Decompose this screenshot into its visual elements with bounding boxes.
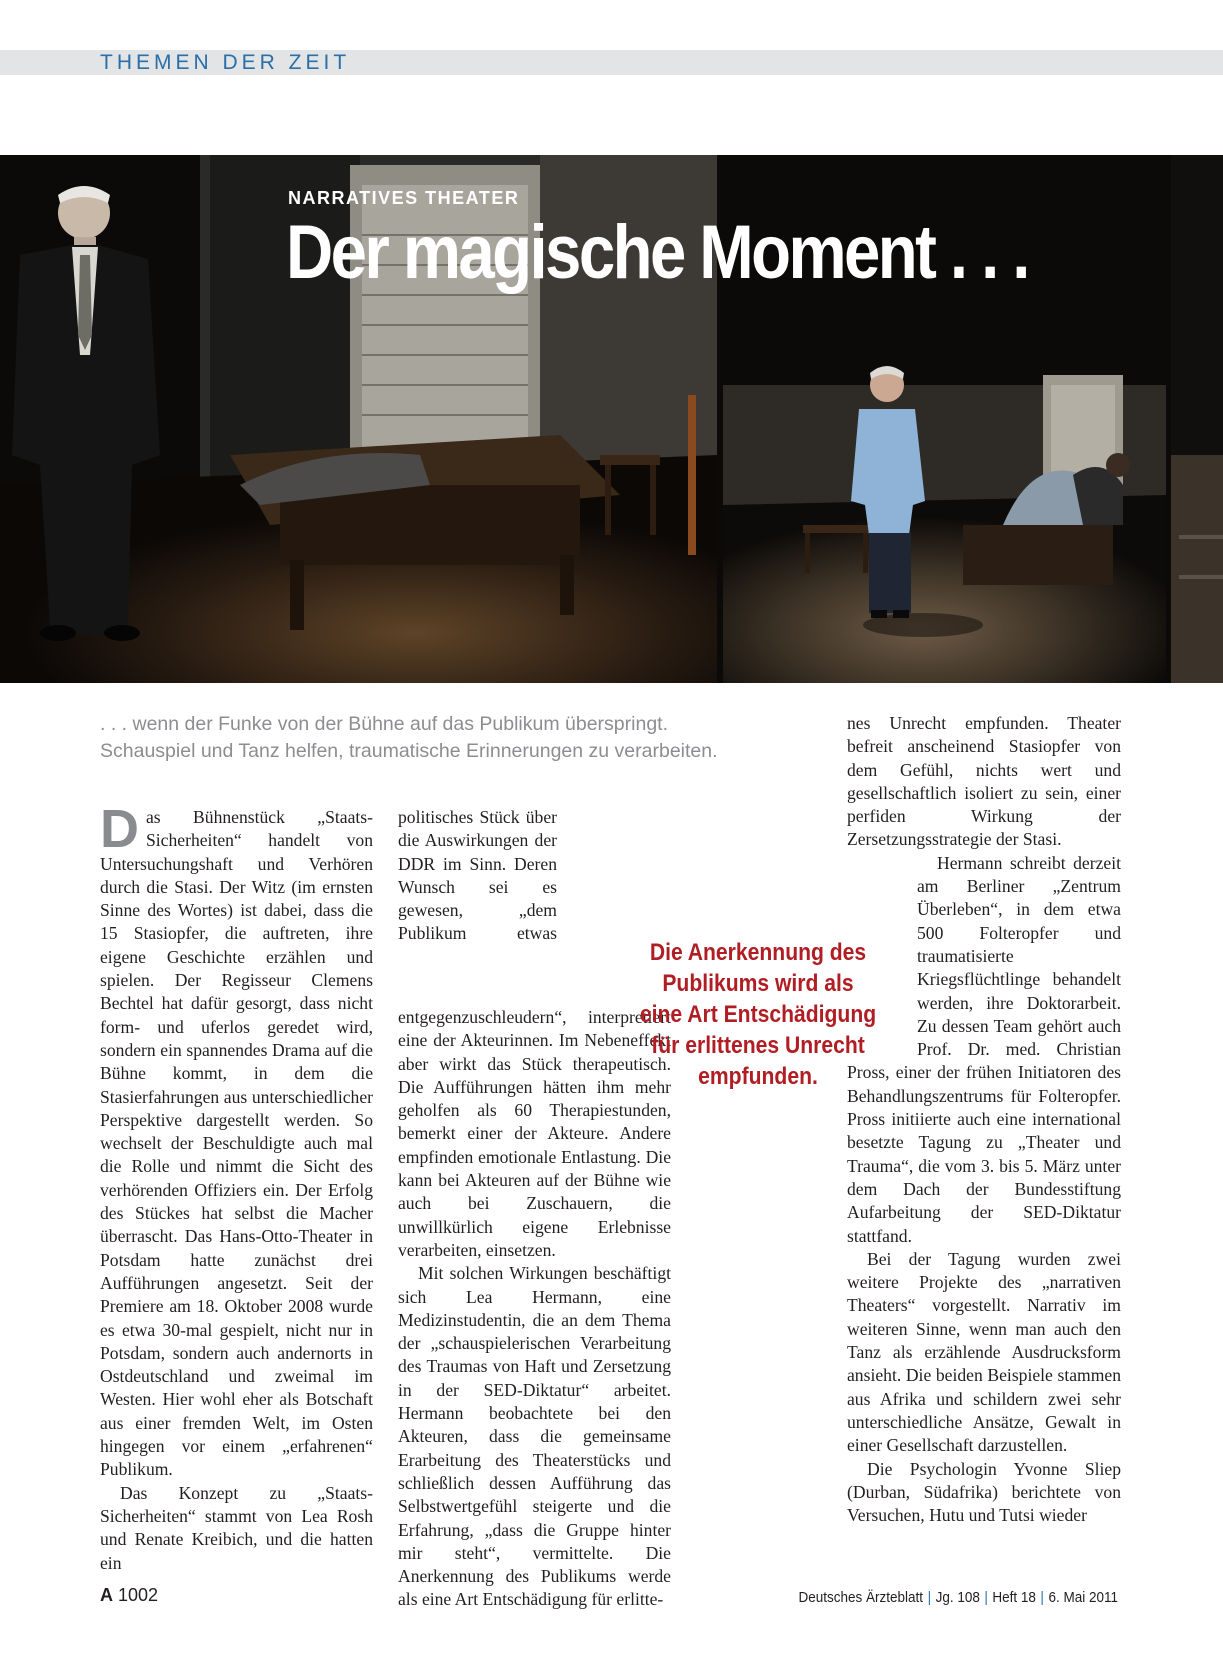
paragraph-text: as Bühnenstück „Staats-Sicherheiten“ handelt von Untersuchungshaft und Verhören durch die Stasi. Der Witz (im ernsten Sinne des Wortes) ist dabei, dass die 15 Stasiopfer, die auftreten, ihre eigene Geschichte erzählen und spielen. Der Regisseur Clemens Bechtel hat dafür gesorgt, dass nicht form- und uferlos geredet wird, sondern ein spannendes Drama auf die Bühne kommt, in dem die Stasierfahrungen aus unterschiedlicher Perspektive dargestellt werden. So wechselt der Beschuldigte auch mal die Rolle und nimmt die Sicht des verhörenden Offiziers ein. Der Erfolg des Stückes hat selbst die Macher überrascht. Das Hans-Otto-Theater in Potsdam hatte zunächst drei Aufführungen angesetzt. Seit der Premiere am 18. Oktober 2008 wurde es etwa 30-mal gespielt, nicht nur in Potsdam, sondern auch andernorts in Ostdeutschland und zweimal im Westen. Hier wohl eher als Botschaft aus einer fremden Welt, im Osten hingegen vor einem „erfahrenen“ Publikum. [100, 807, 373, 1480]
page-number [100, 1585, 158, 1606]
page-number-value: 1002 [118, 1585, 159, 1605]
article-column-1 [100, 799, 373, 1575]
paragraph [100, 799, 373, 1482]
paragraph: Mit solchen Wirkungen beschäftigt sich Lea Hermann, eine Medizinstudentin, die an dem Thema der „schauspielerischen Verarbeitung des Traumas von Haft und Zersetzung in der SED-Diktatur“ arbeitet. Hermann beobachtete bei den Akteuren, dass die gemeinsame Erarbeitung des Theaterstücks und schließlich dessen Aufführung das Selbstwertgefühl steigerte und die Erfahrung, „dass die Gruppe hinter mir steht“, vermittelte. Die Anerkennung des Publikums werde als eine Art Entschädigung für erlitte- [398, 1263, 671, 1610]
paragraph: Das Konzept zu „Staats-Sicherheiten“ stammt von Lea Rosh und Renate Kreibich, und die hatten ein [100, 1482, 373, 1573]
pull-quote: Die Anerkennung des Publikums wird als eine Art Entschädigung für erlittenes Unrecht empfunden. [639, 939, 877, 1090]
separator: | [927, 1589, 932, 1606]
separator: | [1040, 1589, 1044, 1606]
kicker: NARRATIVES THEATER [288, 188, 520, 208]
paragraph: nes Unrecht empfunden. Theater befreit anscheinend Stasiopfer von dem Gefühl, nichts wert und gesellschaftlich isoliert zu sein, einer perfiden Wirkung der Zersetzungsstrategie der Stasi. [847, 713, 1121, 850]
drop-cap: D [100, 799, 139, 859]
pullquote-space [847, 852, 917, 1052]
page-letter: A [100, 1585, 113, 1605]
paragraph-text: Hermann schreibt derzeit am Berliner „Zentrum Überleben“, in dem etwa 500 Folteropfer und traumatisierte Kriegsflüchtlinge behandelt werden, ihre Doktorarbeit. Zu dessen Team gehört auch Prof. Dr. med. Christian Pross, einer der frühen Initiatoren des Behandlungszentrums für Folteropfer. Pross initiierte auch eine international besetzte Tagung zu „Theater und Trauma“, die vom 3. bis 5. März unter dem Dach der Bundesstiftung Aufarbeitung der SED-Diktatur stattfand. [847, 852, 1121, 1246]
headline: Der magische Moment . . . [286, 210, 1028, 295]
lead-line-1: . . . wenn der Funke von der Bühne auf das Publikum überspringt. [100, 713, 668, 735]
separator: | [984, 1589, 988, 1606]
paragraph-text: politisches Stück über die Auswirkungen der DDR im Sinn. Deren Wunsch sei es gewesen, „dem Publikum etwas entgegenzuschleudern“, interpretiert eine der Akteurinnen. Im Nebeneffekt aber wirkt das Stück therapeutisch. Die Aufführungen hätten ihm mehr geholfen als 60 Therapiestunden, bemerkt einer der Akteure. Andere empfinden emotionale Entlastung. Die kann bei Akteuren auf der Bühne wie auch bei Zuschauern, die unwillkürlich eigene Erlebnisse verarbeiten, einsetzen. [398, 807, 671, 1260]
publication-info [799, 1589, 1119, 1606]
lead-text [100, 711, 840, 765]
volume: Jg. 108 [935, 1589, 980, 1606]
issue-date: 6. Mai 2011 [1048, 1589, 1118, 1606]
article-column-2 [398, 806, 671, 1612]
publication-name: Deutsches Ärzteblatt [798, 1589, 924, 1606]
paragraph: Bei der Tagung wurden zwei weitere Projekte des „narrativen Theaters“ vorgestellt. Narrativ im weiteren Sinne, wenn man auch den Tanz als erzählende Ausdrucksform ansieht. Die beiden Beispiele stammen aus Afrika und schildern zwei sehr unterschiedliche Ansätze, Gewalt in einer Gesellschaft darzustellen. [847, 1248, 1121, 1456]
paragraph: Die Psychologin Yvonne Sliep (Durban, Südafrika) berichtete von Versuchen, Hutu und Tutsi wieder [847, 1458, 1121, 1526]
article-column-3 [847, 712, 1121, 1527]
issue: Heft 18 [992, 1589, 1036, 1606]
lead-line-2: Schauspiel und Tanz helfen, traumatische Erinnerungen zu verarbeiten. [100, 740, 718, 762]
section-title: THEMEN DER ZEIT [100, 51, 351, 74]
stage-photo-edge [1171, 155, 1223, 683]
paragraph [847, 852, 1121, 1248]
paragraph [398, 806, 671, 1262]
